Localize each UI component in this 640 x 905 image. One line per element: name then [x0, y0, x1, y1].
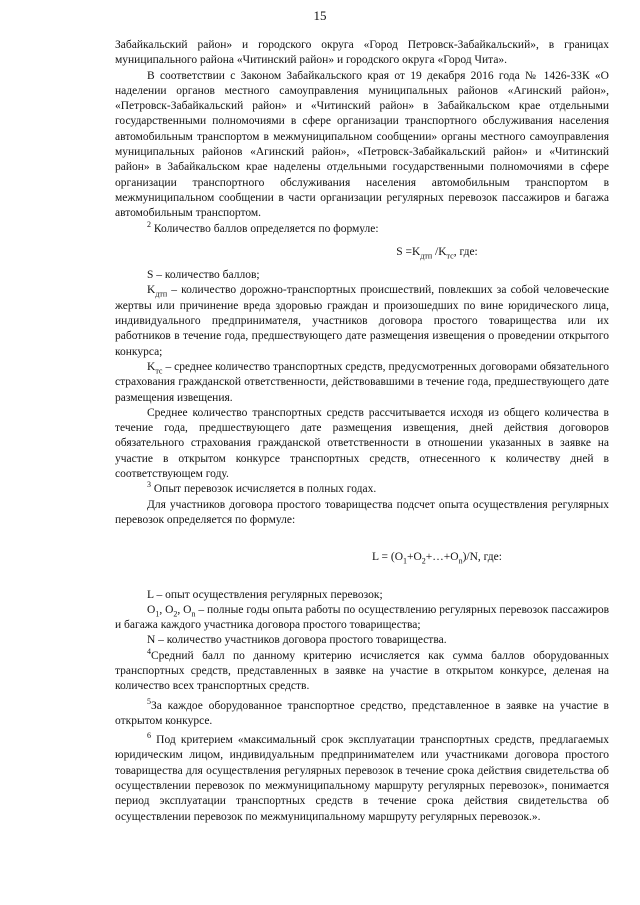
footnote-text: Под критерием «максимальный срок эксплуатации транспортных средств, предлагаемых юридическим лицом, индивидуальным предпринимателем или участниками договора простого товарищества для осуществления регулярных перевозок в течение срока действия свидетельства об осуществлении перевозок по межмуниципальному маршруту регулярных перевозок», понимается период эксплуатации транспортных средств в течение срока действия свидетельства об осуществлении перевозок по межмуниципальному маршруту регулярных перевозок.».: [115, 734, 609, 823]
footnote-text: Средний балл по данному критерию исчисляется как сумма баллов оборудованных транспортных средств, представленных в заявке на участие в открытом конкурсе, деленая на количество всех транспортных средств.: [115, 649, 609, 693]
definition-text: – среднее количество транспортных средств, предусмотренных договорами обязательного страхования гражданской ответственности, действовавшими в течение года, предшествующего дате размещения извещения.: [115, 360, 609, 404]
footnote-mark: 6: [147, 731, 151, 741]
symbol-subscript: дтп: [155, 289, 168, 299]
definition-l: L – опыт осуществления регулярных перевозок;: [147, 588, 383, 601]
spacer: [115, 566, 609, 588]
symbol: K: [147, 284, 156, 297]
formula-part: L = (O: [372, 551, 403, 564]
footnote-mark: 2: [147, 219, 151, 229]
footnote-3: [115, 482, 609, 497]
definition-k-ts: [115, 360, 609, 406]
footnote-mark: 3: [147, 480, 151, 490]
symbol: O: [147, 603, 156, 616]
formula-experience: [115, 550, 609, 565]
formula-subscript: 2: [421, 556, 426, 566]
document-body: [115, 38, 609, 825]
symbol: , O: [159, 603, 174, 616]
spacer: [115, 237, 609, 245]
footnote-5: [115, 696, 609, 730]
formula-subscript: тс: [446, 251, 454, 261]
formula-part: +O: [407, 551, 422, 564]
symbol-subscript: 2: [173, 609, 178, 619]
footnote-text: Количество баллов определяется по формуле:: [151, 222, 379, 235]
page-number: 15: [313, 8, 327, 23]
formula-subscript: дтп: [420, 251, 433, 261]
symbol: , O: [177, 603, 192, 616]
footnote-mark: 4: [147, 646, 151, 656]
symbol-subscript: 1: [155, 609, 160, 619]
spacer: [115, 528, 609, 550]
symbol-subscript: тс: [155, 366, 163, 376]
footnote-text: За каждое оборудованное транспортное средство, представленное в заявке на участие в открытом конкурсе.: [115, 699, 609, 727]
footnote-4: [115, 646, 609, 695]
footnote-6: [115, 733, 609, 825]
formula-subscript: n: [458, 556, 463, 566]
paragraph-average-vehicles: Среднее количество транспортных средств рассчитывается исходя из общего количества в течение года, предшествующего дате размещения извещения, дней действия договоров обязательного страхования гражданской ответственности в отношении указанных в заявке на участие в открытом конкурсе транспортных средств, отнесенного к количеству дней в соответствующем году.: [115, 406, 609, 481]
formula-part: /K: [432, 245, 447, 258]
definition-k-dtp: [115, 283, 609, 359]
footnote-text: Опыт перевозок исчисляется в полных годах.: [151, 483, 377, 496]
definition-text: – полные годы опыта работы по осуществлению регулярных перевозок пассажиров и багажа каждого участника договора простого товарищества;: [115, 603, 609, 632]
formula-part: S =K: [396, 245, 421, 258]
footnote-mark: 5: [147, 696, 151, 706]
symbol-subscript: n: [191, 609, 196, 619]
formula-part: )/N, где:: [462, 551, 502, 564]
footnote-2: [115, 219, 609, 237]
paragraph-continuation: Забайкальский район» и городского округа «Город Петровск-Забайкальский», в границах муниципального района «Читинский район» и городского округа «Город Чита».: [115, 39, 609, 67]
formula-subscript: 1: [403, 556, 407, 566]
paragraph-law-reference: В соответствии с Законом Забайкальского края от 19 декабря 2016 года № 1426-ЗЗК «О наделении органов местного самоуправления муниципальных районов «Агинский район», «Петровск-Забайкальский район» и «Читинский район» в Забайкальском крае отдельными государственными полномочиями в сфере организации транспортного обслуживания населения автомобильным транспортом в межмуниципальном сообщении» органы местного самоуправления муниципальных районов «Агинский район», «Петровск-Забайкальский район» и «Читинский район» в Забайкальском крае наделены отдельными государственными полномочиями в сфере организации транспортного обслуживания населения автомобильным транспортом в межмуниципальном сообщении в части организации регулярных перевозок пассажиров и багажа автомобильным транспортом.: [115, 69, 609, 220]
symbol: K: [147, 360, 156, 373]
definition-s: S – количество баллов;: [147, 269, 260, 282]
formula-part: , где:: [453, 245, 478, 258]
spacer: [115, 260, 609, 268]
definition-n: N – количество участников договора простого товарищества.: [147, 634, 447, 647]
formula-score: [115, 245, 609, 260]
definition-o: [115, 603, 609, 634]
paragraph-partners: Для участников договора простого товарищества подсчет опыта осуществления регулярных перевозок определяется по формуле:: [115, 498, 609, 526]
formula-part: +…+O: [425, 551, 459, 564]
definition-text: – количество дорожно-транспортных происшествий, повлекших за собой человеческие жертвы или причинение вреда здоровью граждан и произошедших по вине юридического лица, индивидуального предпринимателя, участников договора простого товарищества или их работников в течение года, предшествующего дате размещения извещения о проведении открытого конкурса;: [115, 284, 609, 358]
